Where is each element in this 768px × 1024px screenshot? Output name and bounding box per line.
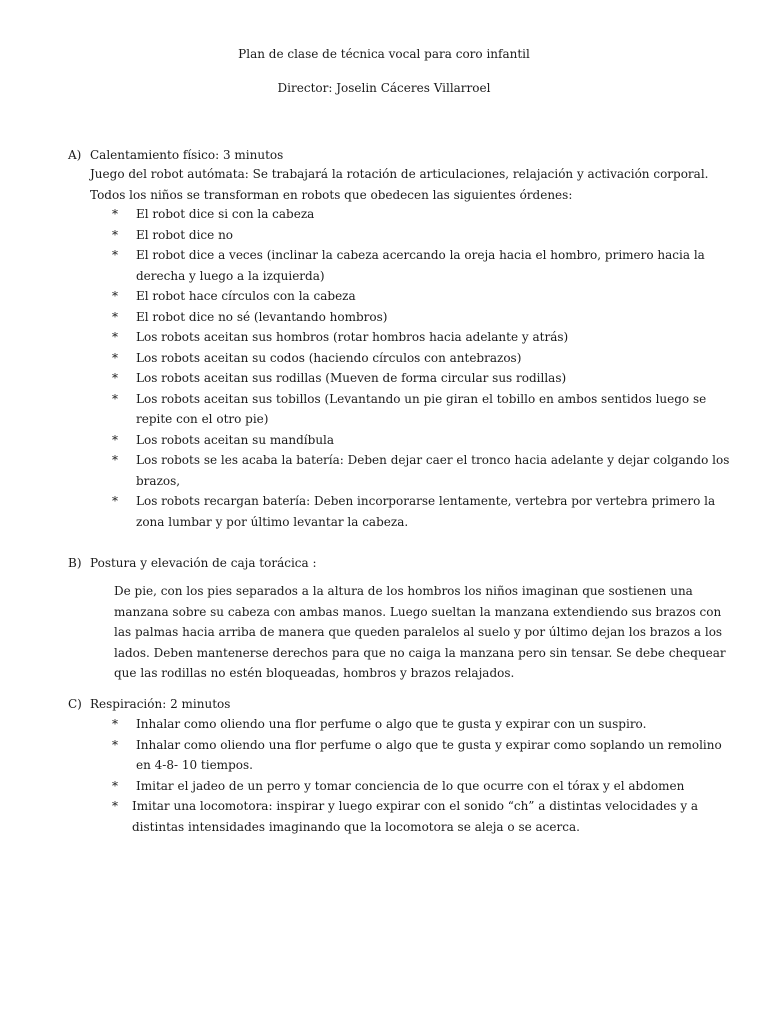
document-title: Plan de clase de técnica vocal para coro infantil: [238, 47, 530, 61]
section-c-list: [110, 714, 730, 837]
section-a-heading: [68, 145, 728, 166]
list-item: * El robot dice no sé (levantando hombros): [110, 307, 730, 328]
bullet-asterisk: *: [112, 248, 118, 262]
section-c-heading: [68, 694, 728, 715]
section-b-letter: B): [68, 556, 82, 570]
list-item: * Los robots se les acaba la batería: Deben dejar caer el tronco hacia adelante y dejar colgando los brazos,: [110, 450, 730, 491]
bullet-asterisk: *: [112, 778, 118, 793]
section-a-letter: A): [68, 148, 82, 162]
list-item: * Inhalar como oliendo una flor perfume o algo que te gusta y expirar como soplando un remolino en 4-8- 10 tiempos.: [110, 735, 730, 776]
bullet-asterisk: *: [112, 309, 118, 324]
section-a-list: [110, 204, 730, 532]
bullet-asterisk: *: [112, 227, 118, 242]
section-c-title: Respiración: 2 minutos: [90, 697, 231, 711]
bullet-asterisk: *: [112, 207, 118, 221]
bullet-asterisk: *: [112, 289, 118, 303]
list-item: * Los robots aceitan sus rodillas (Mueven de forma circular sus rodillas): [110, 368, 730, 389]
section-b-title: Postura y elevación de caja torácica :: [90, 556, 317, 570]
list-item: * Imitar una locomotora: inspirar y luego expirar con el sonido “ch” a distintas velocidades y a distintas intensidades imaginando que la locomotora se aleja o se acerca.: [110, 796, 730, 837]
list-item: * Los robots aceitan su mandíbula: [110, 430, 730, 451]
section-c-letter: C): [68, 697, 82, 711]
list-item: * El robot dice a veces (inclinar la cabeza acercando la oreja hacia el hombro, primero hacia la derecha y luego a la izquierda): [110, 245, 730, 286]
section-b-paragraph: De pie, con los pies separados a la altura de los hombros los niños imaginan que sostienen una manzana sobre su cabeza con ambas manos. Luego sueltan la manzana extendiendo sus brazos con las palmas hacia arriba de manera que queden paralelos al suelo y por último dejan los brazos a los lados. Deben mantenerse derechos para que no caiga la manzana pero sin tensar. Se debe chequear que las rodillas no estén bloqueadas, hombros y brazos relajados.: [114, 584, 726, 680]
bullet-asterisk: *: [112, 330, 118, 344]
bullet-asterisk: *: [112, 432, 118, 447]
bullet-asterisk: *: [112, 391, 118, 406]
list-item: * Imitar el jadeo de un perro y tomar conciencia de lo que ocurre con el tórax y el abdomen: [110, 776, 730, 797]
list-item: * El robot dice no: [110, 225, 730, 246]
bullet-asterisk: *: [112, 371, 118, 385]
bullet-asterisk: *: [112, 717, 118, 731]
list-item: * Los robots aceitan sus tobillos (Levantando un pie giran el tobillo en ambos sentidos luego se repite con el otro pie): [110, 389, 730, 430]
bullet-asterisk: *: [112, 737, 118, 752]
bullet-asterisk: *: [112, 494, 118, 508]
section-a-intro: Juego del robot autómata: Se trabajará la rotación de articulaciones, relajación y activación corporal. Todos los niños se transforman en robots que obedecen las siguientes órdenes:: [90, 167, 709, 202]
section-b-heading: [68, 553, 728, 574]
bullet-asterisk: *: [112, 453, 118, 467]
list-item: * Los robots recargan batería: Deben incorporarse lentamente, vertebra por vertebra primero la zona lumbar y por último levantar la cabeza.: [110, 491, 730, 532]
bullet-asterisk: *: [112, 799, 118, 813]
list-item: * Inhalar como oliendo una flor perfume o algo que te gusta y expirar con un suspiro.: [110, 714, 730, 735]
list-item: * Los robots aceitan su codos (haciendo círculos con antebrazos): [110, 348, 730, 369]
section-a-title: Calentamiento físico: 3 minutos: [90, 148, 284, 162]
document-director: Director: Joselin Cáceres Villarroel: [277, 81, 491, 95]
bullet-asterisk: *: [112, 350, 118, 365]
list-item: * Los robots aceitan sus hombros (rotar hombros hacia adelante y atrás): [110, 327, 730, 348]
list-item: * El robot hace círculos con la cabeza: [110, 286, 730, 307]
list-item: * El robot dice si con la cabeza: [110, 204, 730, 225]
